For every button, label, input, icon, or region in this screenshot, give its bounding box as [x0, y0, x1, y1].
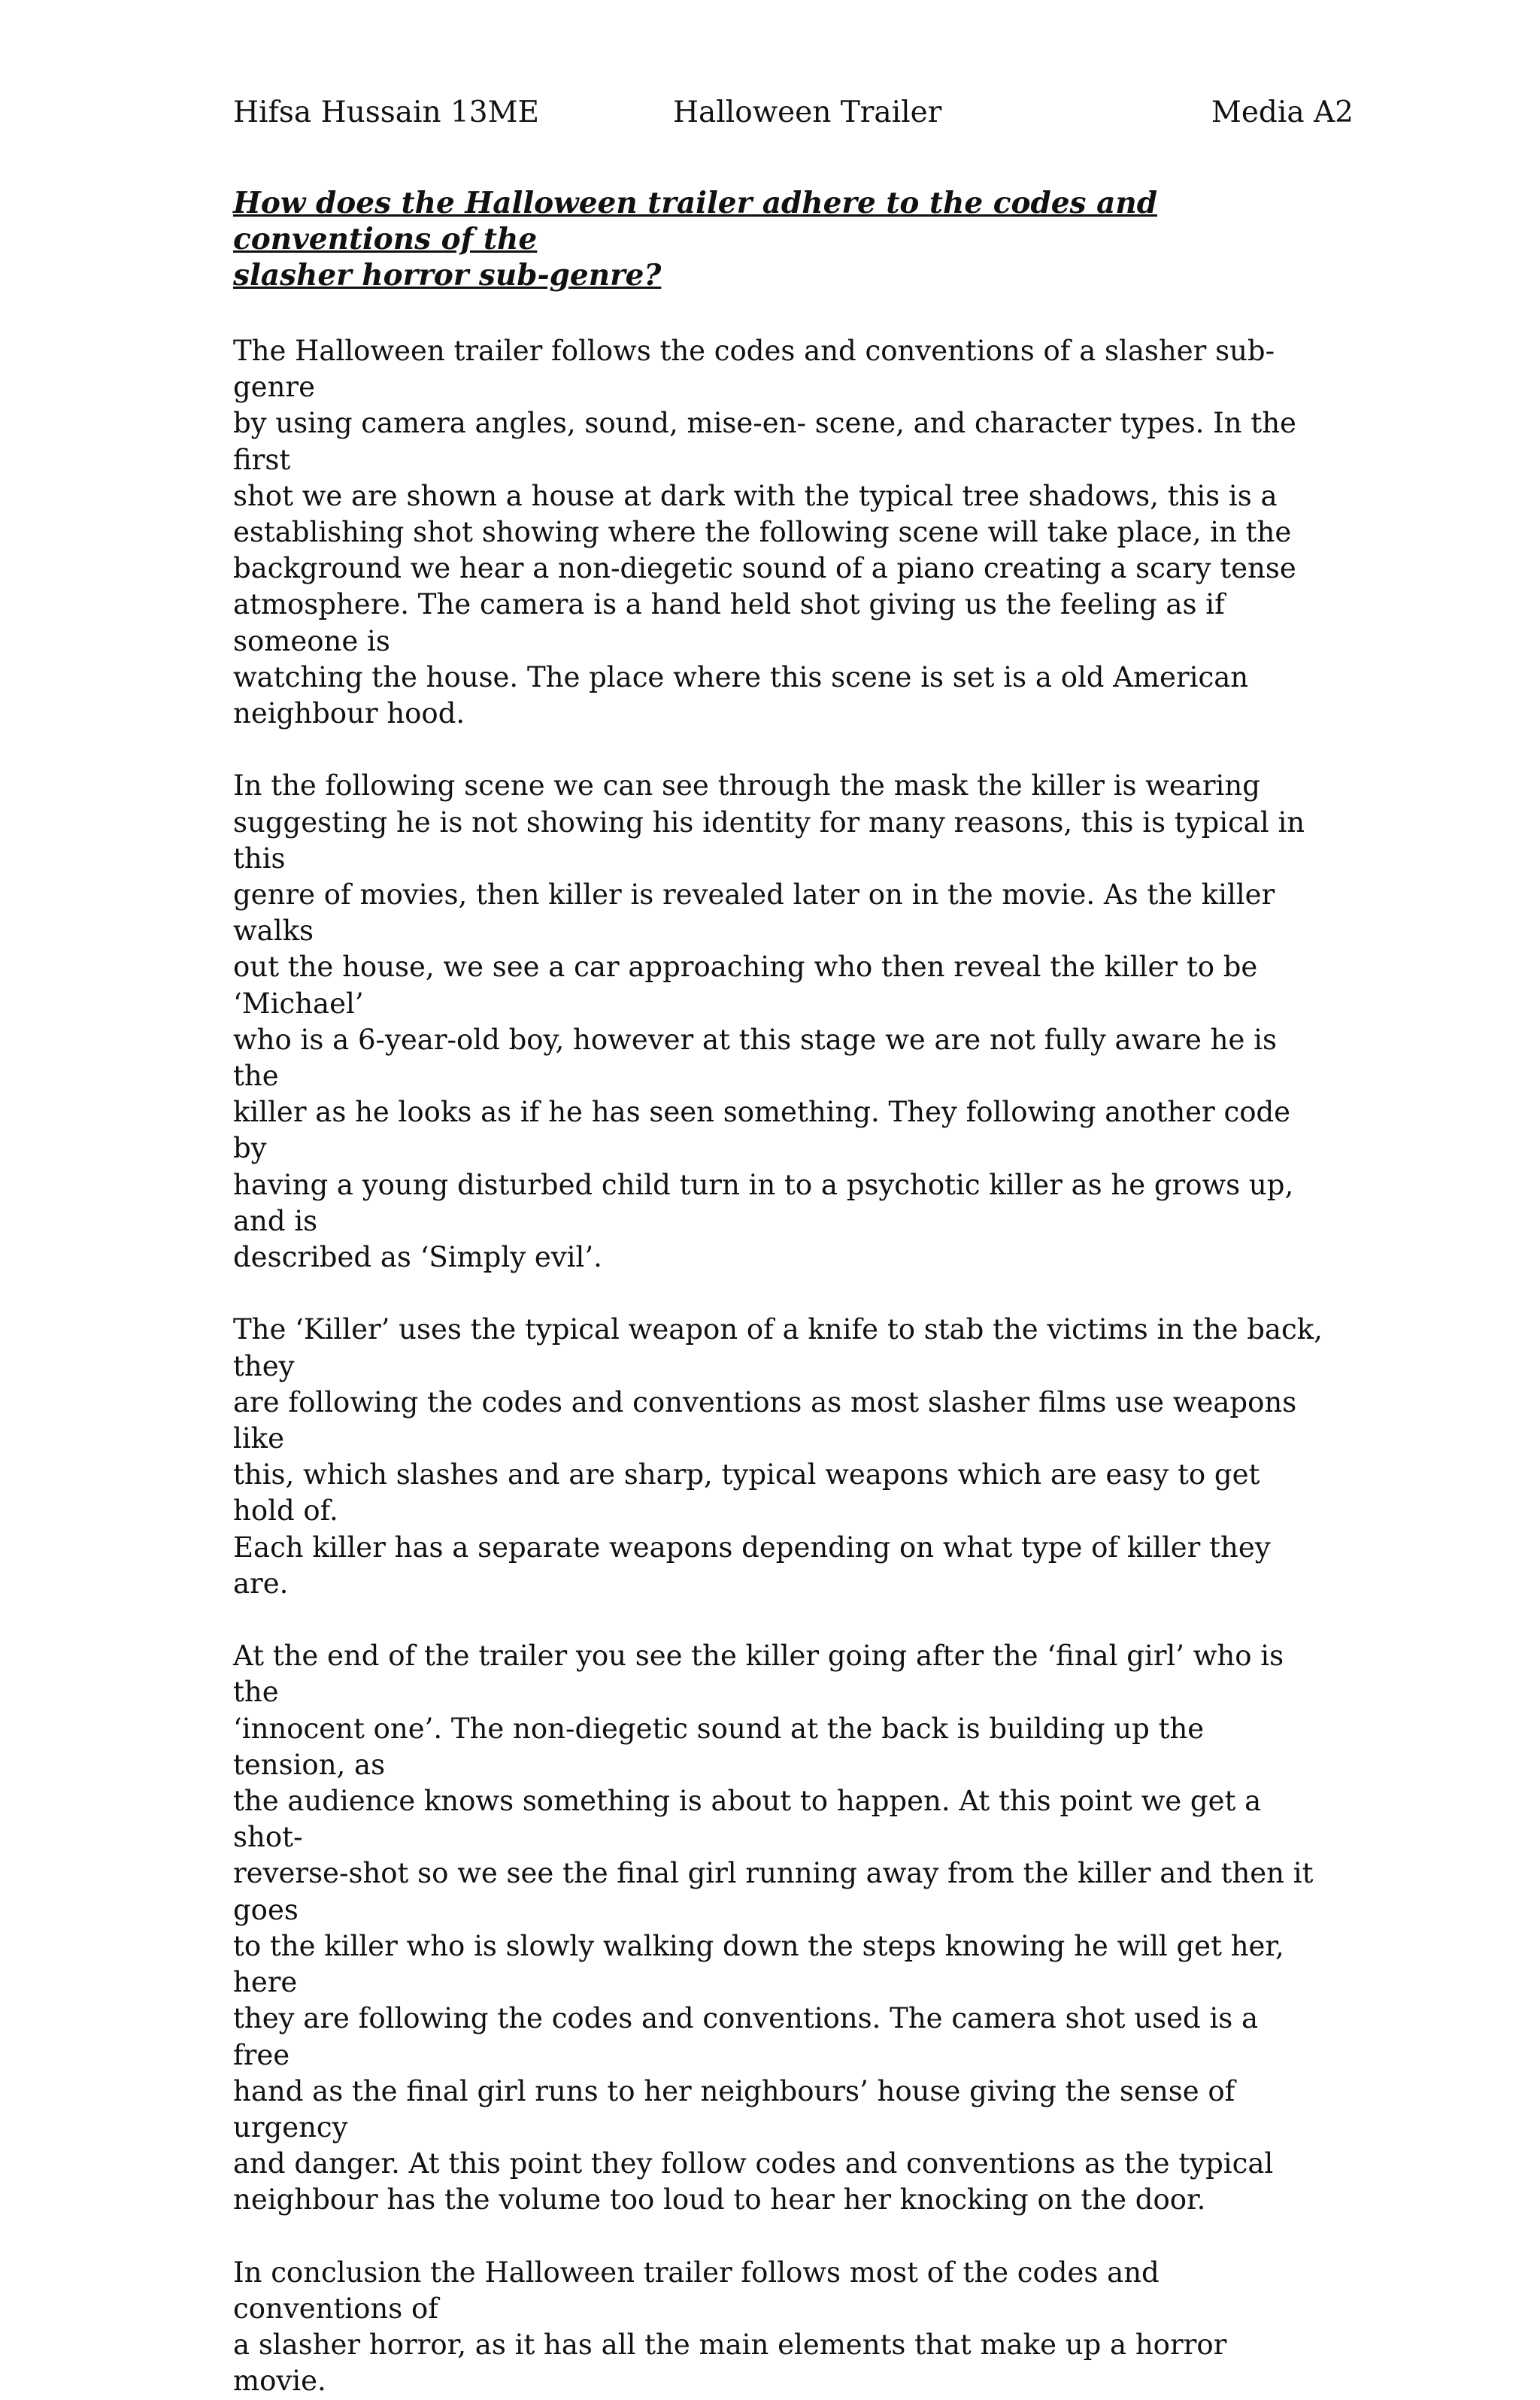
paragraph-mask-killer: In the following scene we can see through the mask the killer is wearing suggesting he is not showing his identity for many reasons, this is typical in this genre of movies, then killer is revealed later on in the movie. As the killer walks out the house, we see a car approaching who then reveal the killer to be ‘Michael’ who is a 6-year-old boy, however at this stage we are not fully aware he is the killer as he looks as if he has seen something. They following another code by having a young disturbed child turn in to a psychotic killer as he grows up, and is described as ‘Simply evil’.	[233, 769, 1305, 1274]
paragraph-weapon: The ‘Killer’ uses the typical weapon of a knife to stab the victims in the back, they are following the codes and conventions as most slasher films use weapons like this, which slashes and are sharp, typical weapons which are easy to get hold of. Each killer has a separate weapons depending on what type of killer they are.	[233, 1313, 1323, 1600]
page-header	[233, 92, 1354, 134]
header-author: Hifsa Hussain 13ME	[233, 96, 540, 129]
paragraph-introduction: The Halloween trailer follows the codes and conventions of a slasher sub-genre by using camera angles, sound, mise-en- scene, and character types. In the first shot we are shown a house at dark with the typical tree shadows, this is a establishing shot showing where the following scene will take place, in the background we hear a non-diegetic sound of a piano creating a scary tense atmosphere. The camera is a hand held shot giving us the feeling as if someone is watching the house. The place where this scene is set is a old American neighbour hood.	[233, 335, 1296, 730]
header-subject: Media A2	[1211, 96, 1354, 129]
paragraph-conclusion: In conclusion the Halloween trailer follows most of the codes and conventions of a slasher horror, as it has all the main elements that make up a horror movie.	[233, 2256, 1227, 2398]
paragraph-final-girl: At the end of the trailer you see the killer going after the ‘final girl’ who is the ‘innocent one’. The non-diegetic sound at the back is building up the tension, as the audience knows something is about to happen. At this point we get a shot- reverse-shot so we see the final girl running away from the killer and then it goes to the killer who is slowly walking down the steps knowing he will get her, here they are following the codes and conventions. The camera shot used is a free hand as the final girl runs to her neighbours’ house giving the sense of urgency and danger. At this point they follow codes and conventions as the typical neighbour has the volume too loud to hear her knocking on the door.	[233, 1640, 1314, 2216]
header-topic: Halloween Trailer	[673, 96, 942, 129]
essay-body	[233, 333, 1323, 2400]
essay-question-title	[233, 185, 1286, 293]
essay-question-text: How does the Halloween trailer adhere to the codes and conventions of the slasher horror sub-genre?	[233, 186, 1157, 293]
